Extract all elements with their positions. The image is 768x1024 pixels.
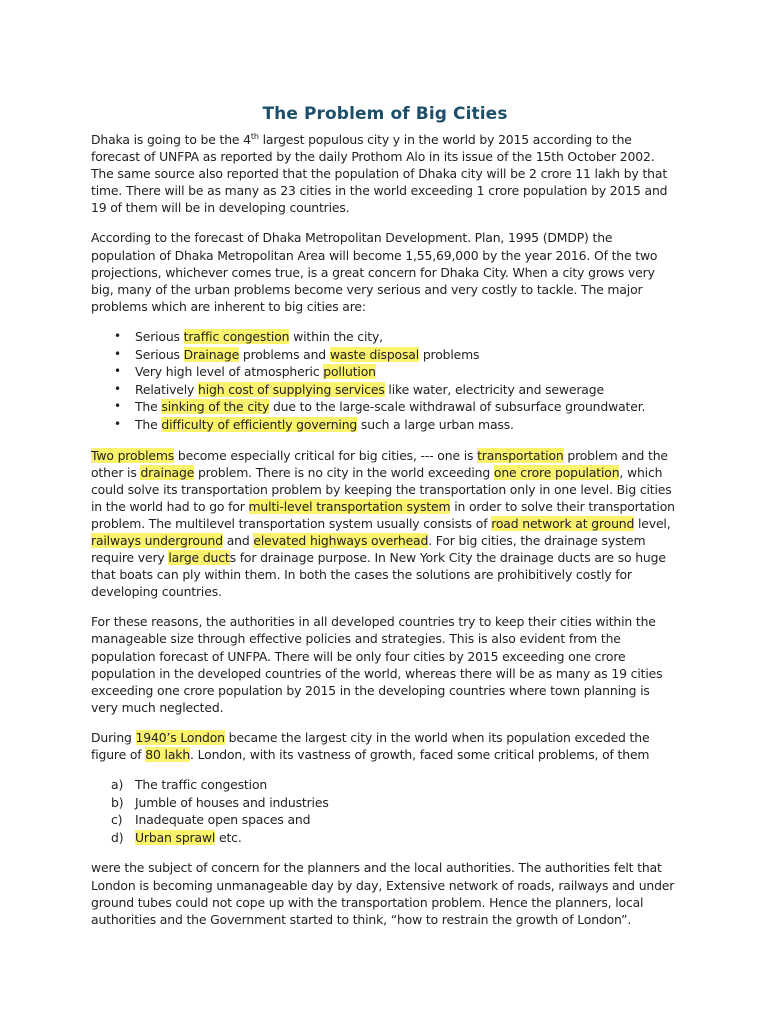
highlight: Urban sprawl (135, 829, 216, 845)
highlight: waste disposal (329, 346, 420, 362)
paragraph-london: During 1940’s London became the largest city in the world when its population exceded the figure of 80 lakh. London, with its vastness of growth, faced some critical problems, of them (91, 729, 650, 762)
highlight: railways underground (91, 532, 223, 548)
list-item: • Very high level of atmospheric pollution (91, 363, 679, 381)
highlight: 1940’s London (135, 729, 225, 745)
paragraph-two-problems: Two problems become especially critical for big cities, --- one is transportation problem and the other is drainage problem. There is no city in the world exceeding one crore population, which could solve its transportation problem by keeping the transportation only in one level. Big cities in the world had to go for multi-level transportation system in order to solve their transportation problem. The multilevel transportation system usually consists of road network at ground level, railways underground and elevated highways overhead. For big cities, the drainage system require very large ducts for drainage purpose. In New York City the drainage ducts are so huge that boats can ply within them. In both the cases the solutions are prohibitively costly for developing countries. (91, 447, 675, 600)
paragraph-intro: Dhaka is going to be the 4th largest populous city y in the world by 2015 according to the forecast of UNFPA as reported by the daily Prothom Alo in its issue of the 15th October 2002. The same source also reported that the population of Dhaka city will be 2 crore 11 lakh by that time. There will be as many as 23 cities in the world exceeding 1 crore population by 2015 and 19 of them will be in developing countries. (91, 131, 668, 216)
highlight: difficulty of efficiently governing (161, 416, 358, 432)
highlight: 80 lakh (145, 747, 191, 762)
highlight: multi-level transportation system (248, 498, 451, 514)
problems-list (91, 328, 679, 434)
highlight: high cost of supplying services (198, 381, 385, 397)
highlight: Drainage (183, 346, 240, 362)
highlight: sinking of the city (161, 399, 270, 415)
highlight: road network at ground (491, 515, 635, 531)
paragraph-dmdp: According to the forecast of Dhaka Metropolitan Development. Plan, 1995 (DMDP) the population of Dhaka Metropolitan Area will become 1,55,69,000 by the year 2016. Of the two projections, whichever comes true, is a great concern for Dhaka City. When a city grows very big, many of the urban problems become very serious and very costly to tackle. The major problems which are inherent to big cities are: (91, 230, 658, 314)
superscript: th (250, 131, 259, 141)
list-item: • The difficulty of efficiently governing such a large urban mass. (91, 416, 679, 434)
list-marker: b) (111, 794, 124, 810)
highlight: transportation (477, 447, 564, 463)
list-item: b) Jumble of houses and industries (111, 794, 329, 810)
list-item: d) Urban sprawl etc. (111, 829, 242, 845)
highlight: elevated highways overhead (253, 532, 429, 548)
list-item: • Serious traffic congestion within the city, (91, 328, 679, 346)
list-item: a) The traffic congestion (111, 777, 268, 793)
page-title: The Problem of Big Cities (262, 104, 508, 124)
paragraph-reasons: For these reasons, the authorities in all developed countries try to keep their cities within the manageable size through effective policies and strategies. This is also evident from the population forecast of UNFPA. There will be only four cities by 2015 exceeding one crore population in the developed countries of the world, whereas there will be as many as 19 cities exceeding one crore population by 2015 in the developing countries where town planning is very much neglected. (91, 614, 663, 715)
highlight: large duct (168, 550, 230, 566)
highlight: Two problems (91, 447, 175, 463)
highlight: drainage (140, 464, 195, 480)
london-problems-list (91, 776, 679, 846)
highlight: one crore population (493, 464, 620, 480)
list-item: • Serious Drainage problems and waste disposal problems (91, 346, 679, 364)
list-marker: d) (111, 829, 124, 845)
list-marker: a) (111, 777, 124, 793)
list-marker: c) (111, 812, 123, 828)
list-item: c) Inadequate open spaces and (111, 812, 311, 828)
list-item: • Relatively high cost of supplying services like water, electricity and sewerage (91, 381, 679, 399)
list-item: • The sinking of the city due to the large-scale withdrawal of subsurface groundwater. (91, 398, 679, 416)
highlight: traffic congestion (183, 328, 290, 344)
paragraph-conclusion: were the subject of concern for the planners and the local authorities. The authorities felt that London is becoming unmanageable day by day, Extensive network of roads, railways and under ground tubes could not cope up with the transportation problem. Hence the planners, local authorities and the Government started to think, “how to restrain the growth of London”. (91, 860, 675, 927)
highlight: pollution (323, 364, 376, 380)
